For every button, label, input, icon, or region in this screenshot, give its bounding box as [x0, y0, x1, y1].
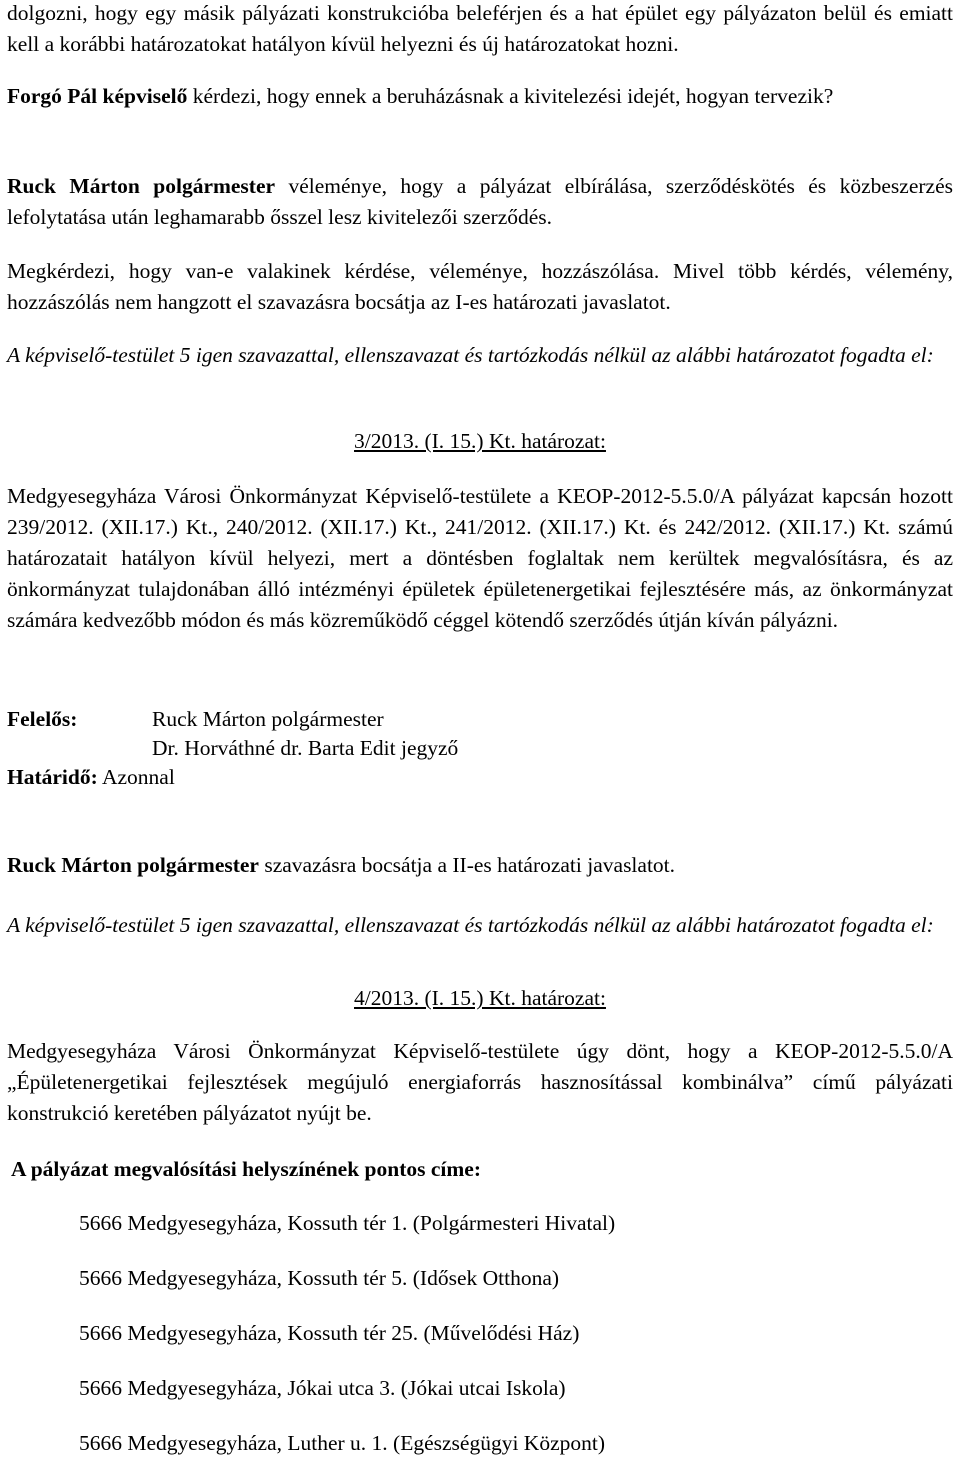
paragraph-question: [7, 81, 953, 112]
deadline-label: Határidő:: [7, 765, 98, 789]
paragraph-text: szavazásra bocsátja a II-es határozati javaslatot.: [258, 853, 676, 877]
address-item: 5666 Medgyesegyháza, Luther u. 1. (Egészségügyi Központ): [79, 1431, 606, 1455]
address-item: 5666 Medgyesegyháza, Kossuth tér 5. (Idősek Otthona): [79, 1266, 560, 1290]
paragraph-text: kérdezi, hogy ennek a beruházásnak a kivitelezési idejét, hogyan tervezik?: [187, 84, 834, 108]
deadline-row: [7, 762, 175, 793]
responsible-person-2: Dr. Horváthné dr. Barta Edit jegyző: [152, 736, 459, 760]
speaker-name: Forgó Pál képviselő: [7, 84, 188, 108]
location-heading: A pályázat megvalósítási helyszínének pontos címe:: [11, 1157, 481, 1181]
paragraph-mayor-opinion: [7, 171, 953, 233]
paragraph-intro: dolgozni, hogy egy másik pályázati konstrukcióba beleférjen és a hat épület egy pályázaton belül és emiatt kell a korábbi határozatokat hatályon kívül helyezni és új határozatokat hozni.: [7, 1, 953, 56]
vote-statement-2: A képviselő-testület 5 igen szavazattal, ellenszavazat és tartózkodás nélkül az alábbi határozatot fogadta el:: [7, 913, 934, 937]
vote-statement-1: A képviselő-testület 5 igen szavazattal, ellenszavazat és tartózkodás nélkül az alábbi határozatot fogadta el:: [7, 343, 934, 367]
deadline-value: Azonnal: [97, 765, 175, 789]
address-item: 5666 Medgyesegyháza, Jókai utca 3. (Jókai utcai Iskola): [79, 1376, 566, 1400]
responsible-row: [7, 704, 77, 735]
resolution-title-2: 4/2013. (I. 15.) Kt. határozat:: [354, 986, 606, 1010]
speaker-name: Ruck Márton polgármester: [7, 174, 276, 198]
speaker-name: Ruck Márton polgármester: [7, 853, 259, 877]
responsible-label: Felelős:: [7, 707, 78, 731]
address-item: 5666 Medgyesegyháza, Kossuth tér 1. (Polgármesteri Hivatal): [79, 1211, 616, 1235]
address-item: 5666 Medgyesegyháza, Kossuth tér 25. (Művelődési Ház): [79, 1321, 580, 1345]
resolution-body-1: Medgyesegyháza Városi Önkormányzat Képviselő-testülete a KEOP-2012-5.5.0/A pályázat kapcsán hozott 239/2012. (XII.17.) Kt., 240/2012. (XII.17.) Kt., 241/2012. (XII.17.) Kt. és 242/2012. (XII.17.) Kt. számú határozatait hatályon kívül helyezi, mert a döntésben foglaltak nem kerültek megvalósításra, és az önkormányzat tulajdonában álló intézményi épületek épületenergetikai fejlesztésére más, az önkormányzat számára kedvezőbb módon és más közreműködő céggel kötendő szerződés útján kíván pályázni.: [7, 484, 953, 632]
paragraph-text: véleménye, hogy a pályázat elbírálása, szerződéskötés és közbeszerzés lefolytatása után leghamarabb ősszel lesz kivitelezői szerződés.: [7, 174, 953, 229]
resolution-title-1: 3/2013. (I. 15.) Kt. határozat:: [354, 429, 606, 453]
responsible-person-1: Ruck Márton polgármester: [152, 707, 384, 731]
paragraph-call-for-vote: Megkérdezi, hogy van-e valakinek kérdése, véleménye, hozzászólása. Mivel több kérdés, vélemény, hozzászólás nem hangzott el szavazásra bocsátja az I-es határozati javaslatot.: [7, 259, 953, 314]
paragraph-second-vote: [7, 850, 953, 881]
resolution-body-2: Medgyesegyháza Városi Önkormányzat Képviselő-testülete úgy dönt, hogy a KEOP-2012-5.5.0/A „Épületenergetikai fejlesztések megújuló energiaforrás hasznosítással kombinálva” című pályázati konstrukció keretében pályázatot nyújt be.: [7, 1039, 953, 1125]
